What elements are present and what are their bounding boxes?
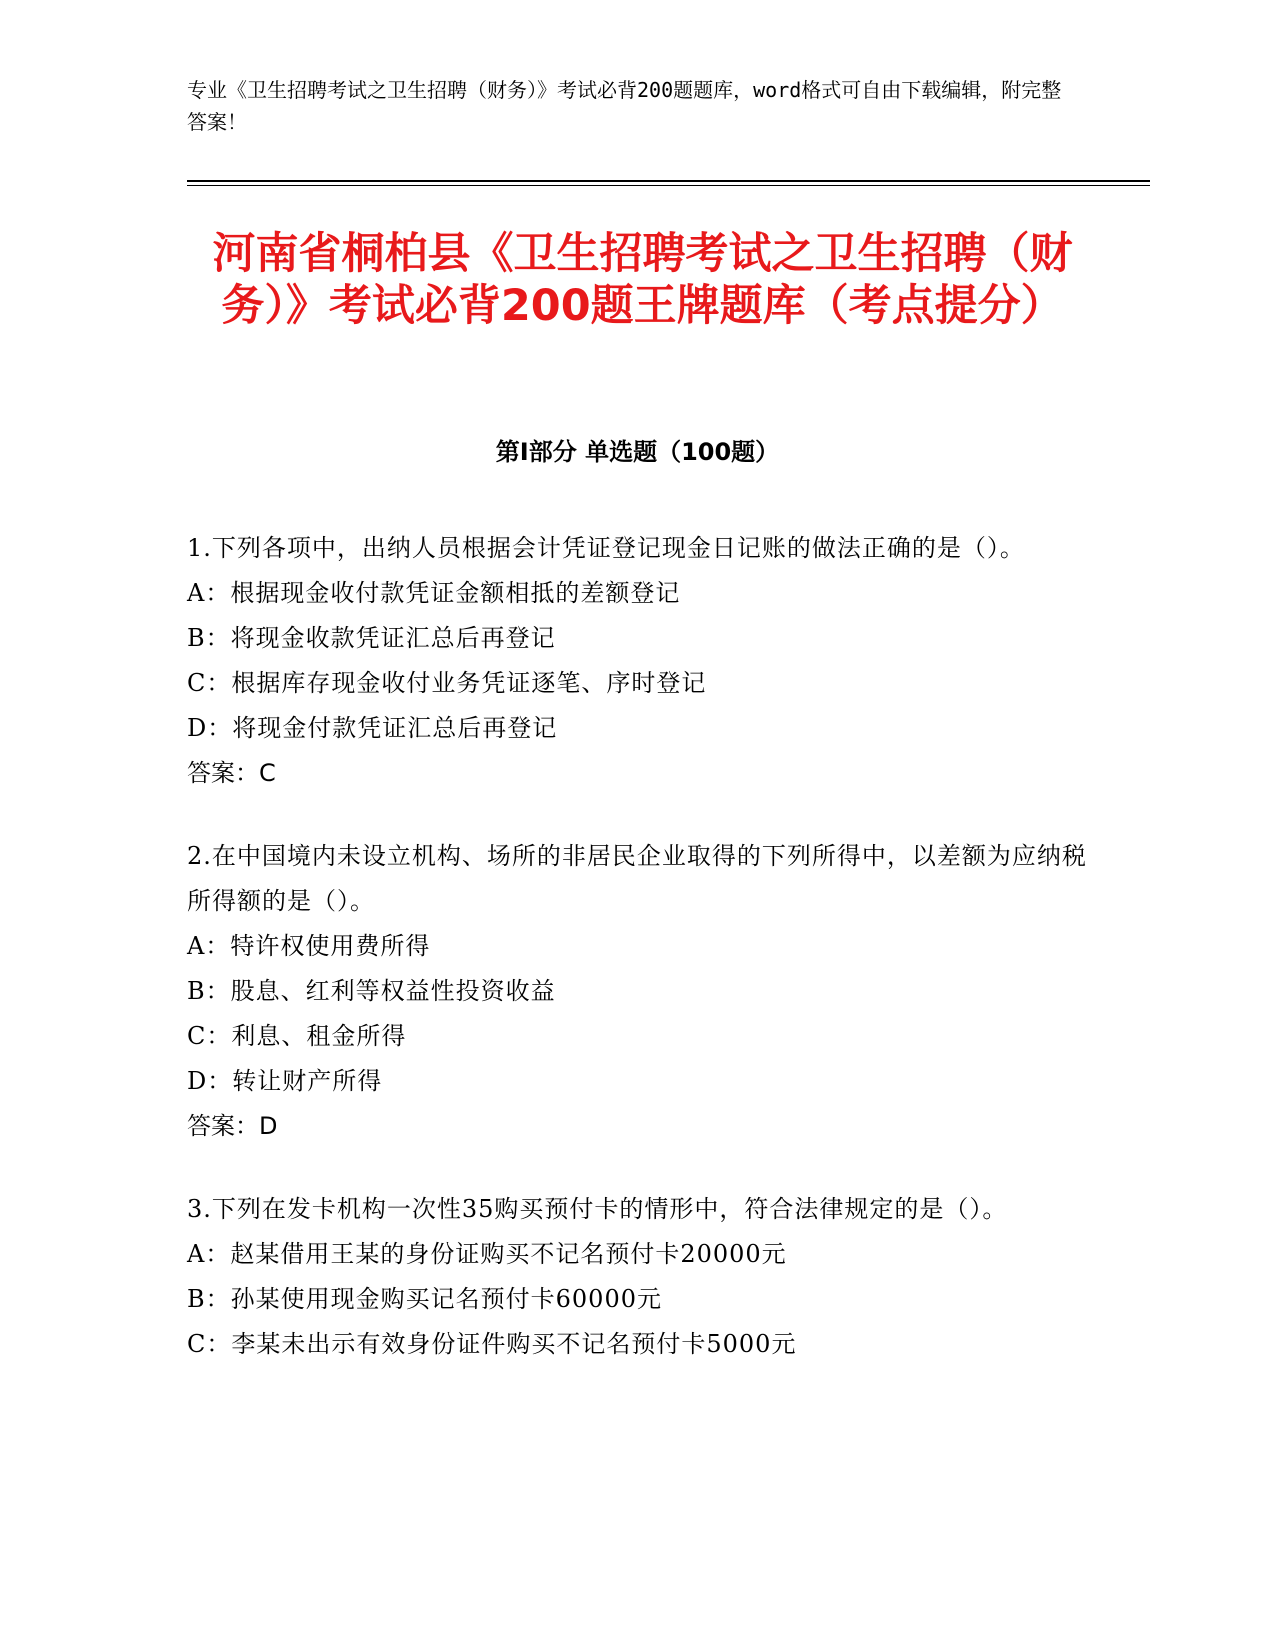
option-c: C：利息、租金所得: [187, 1022, 407, 1050]
option-b: B：股息、红利等权益性投资收益: [187, 977, 556, 1005]
section-title: 第Ⅰ部分 单选题（100题）: [495, 438, 780, 466]
question-3: [187, 1187, 1087, 1367]
option-b: B：将现金收款凭证汇总后再登记: [187, 624, 556, 652]
option-b: B：孙某使用现金购买记名预付卡60000元: [187, 1285, 662, 1313]
option-a: A：根据现金收付款凭证金额相抵的差额登记: [187, 579, 681, 607]
question-2: [187, 834, 1087, 1149]
answer-label: 答案：D: [187, 1112, 278, 1140]
document-title: 河南省桐柏县《卫生招聘考试之卫生招聘（财务）》考试必背200题王牌题库（考点提分）: [212, 229, 1073, 331]
question-stem: 2.在中国境内未设立机构、场所的非居民企业取得的下列所得中，以差额为应纳税所得额的是（）。: [187, 842, 1087, 915]
option-c: C：根据库存现金收付业务凭证逐笔、序时登记: [187, 669, 707, 697]
header-divider-thin: [187, 185, 1150, 186]
question-1: [187, 526, 1087, 796]
option-d: D：转让财产所得: [187, 1067, 383, 1095]
question-stem: 3.下列在发卡机构一次性35购买预付卡的情形中，符合法律规定的是（）。: [187, 1195, 1008, 1223]
question-stem: 1.下列各项中，出纳人员根据会计凭证登记现金日记账的做法正确的是（）。: [187, 534, 1025, 562]
option-a: A：特许权使用费所得: [187, 932, 431, 960]
answer-label: 答案：C: [187, 759, 276, 787]
question-list: [187, 526, 1087, 1405]
header-divider-thick: [187, 180, 1150, 182]
option-d: D：将现金付款凭证汇总后再登记: [187, 714, 558, 742]
option-c: C：李某未出示有效身份证件购买不记名预付卡5000元: [187, 1330, 797, 1358]
option-a: A：赵某借用王某的身份证购买不记名预付卡20000元: [187, 1240, 787, 1268]
header-note: 专业《卫生招聘考试之卫生招聘（财务）》考试必背200题题库，word格式可自由下载编辑，附完整答案！: [187, 78, 1062, 134]
